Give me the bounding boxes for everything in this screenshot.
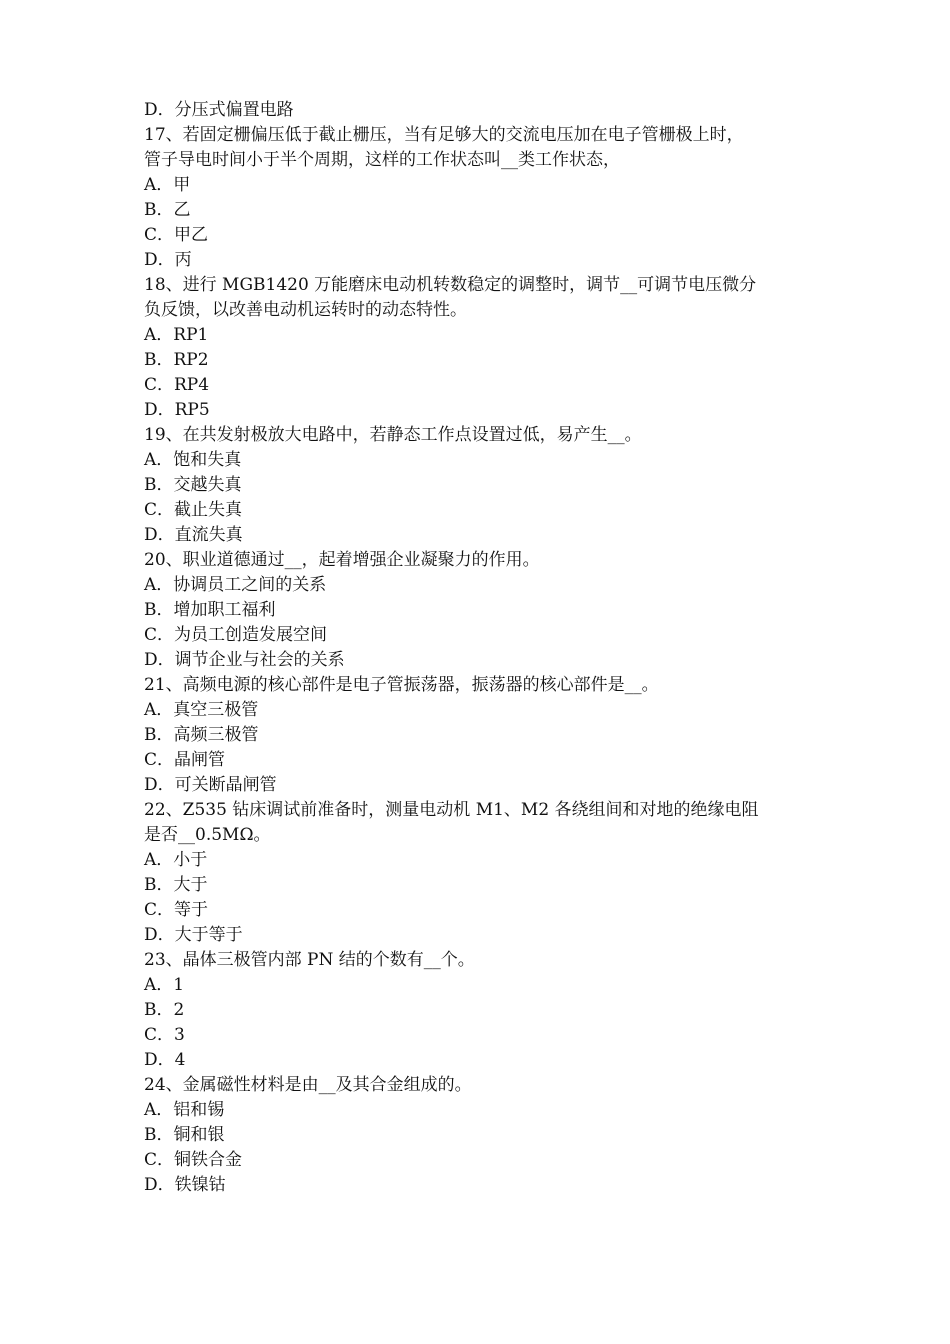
- question-22-line-2: 是否__0.5MΩ。: [144, 825, 271, 845]
- option-b-line: B．大于: [144, 875, 208, 895]
- option-c-line: C．等于: [144, 900, 209, 920]
- document-page: [144, 98, 824, 1198]
- option-b-line: B．铜和银: [144, 1125, 225, 1145]
- question-20-line: 20、职业道德通过__，起着增强企业凝聚力的作用。: [144, 550, 540, 570]
- question-23-line: 23、晶体三极管内部 PN 结的个数有__个。: [144, 950, 475, 970]
- option-a-line: A．真空三极管: [144, 700, 259, 720]
- option-d-line: D．分压式偏置电路: [144, 100, 294, 120]
- option-c-line: C．甲乙: [144, 225, 209, 245]
- question-21-line: 21、高频电源的核心部件是电子管振荡器，振荡器的核心部件是__。: [144, 675, 659, 695]
- option-d-line: D．调节企业与社会的关系: [144, 650, 345, 670]
- option-b-line: B．增加职工福利: [144, 600, 276, 620]
- option-d-line: D．4: [144, 1050, 186, 1070]
- question-24-line: 24、金属磁性材料是由__及其合金组成的。: [144, 1075, 472, 1095]
- option-b-line: B．乙: [144, 200, 191, 220]
- option-c-line: C．铜铁合金: [144, 1150, 243, 1170]
- option-d-line: D．大于等于: [144, 925, 243, 945]
- option-b-line: B．高频三极管: [144, 725, 259, 745]
- option-a-line: A．甲: [144, 175, 191, 195]
- question-18-line-2: 负反馈，以改善电动机运转时的动态特性。: [144, 300, 467, 320]
- option-c-line: C．为员工创造发展空间: [144, 625, 328, 645]
- option-d-line: D．可关断晶闸管: [144, 775, 277, 795]
- option-c-line: C．3: [144, 1025, 185, 1045]
- option-d-line: D．丙: [144, 250, 192, 270]
- option-c-line: C．截止失真: [144, 500, 243, 520]
- option-a-line: A．饱和失真: [144, 450, 242, 470]
- option-b-line: B．交越失真: [144, 475, 242, 495]
- option-a-line: A．铝和锡: [144, 1100, 225, 1120]
- option-a-line: A．1: [144, 975, 185, 995]
- question-22-line-1: 22、Z535 钻床调试前准备时，测量电动机 M1、M2 各绕组间和对地的绝缘电阻: [144, 800, 759, 820]
- option-b-line: B．2: [144, 1000, 185, 1020]
- option-a-line: A．协调员工之间的关系: [144, 575, 327, 595]
- question-18-line-1: 18、进行 MGB1420 万能磨床电动机转数稳定的调整时，调节__可调节电压微分: [144, 275, 757, 295]
- option-d-line: D．RP5: [144, 400, 210, 420]
- option-a-line: A．小于: [144, 850, 208, 870]
- question-17-line-2: 管子导电时间小于半个周期，这样的工作状态叫__类工作状态，: [144, 150, 620, 170]
- option-a-line: A．RP1: [144, 325, 209, 345]
- question-17-line-1: 17、若固定栅偏压低于截止栅压，当有足够大的交流电压加在电子管栅极上时，: [144, 125, 744, 145]
- option-d-line: D．铁镍钴: [144, 1175, 226, 1195]
- option-c-line: C．RP4: [144, 375, 210, 395]
- option-b-line: B．RP2: [144, 350, 209, 370]
- question-19-line: 19、在共发射极放大电路中，若静态工作点设置过低，易产生__。: [144, 425, 642, 445]
- option-d-line: D．直流失真: [144, 525, 243, 545]
- option-c-line: C．晶闸管: [144, 750, 226, 770]
